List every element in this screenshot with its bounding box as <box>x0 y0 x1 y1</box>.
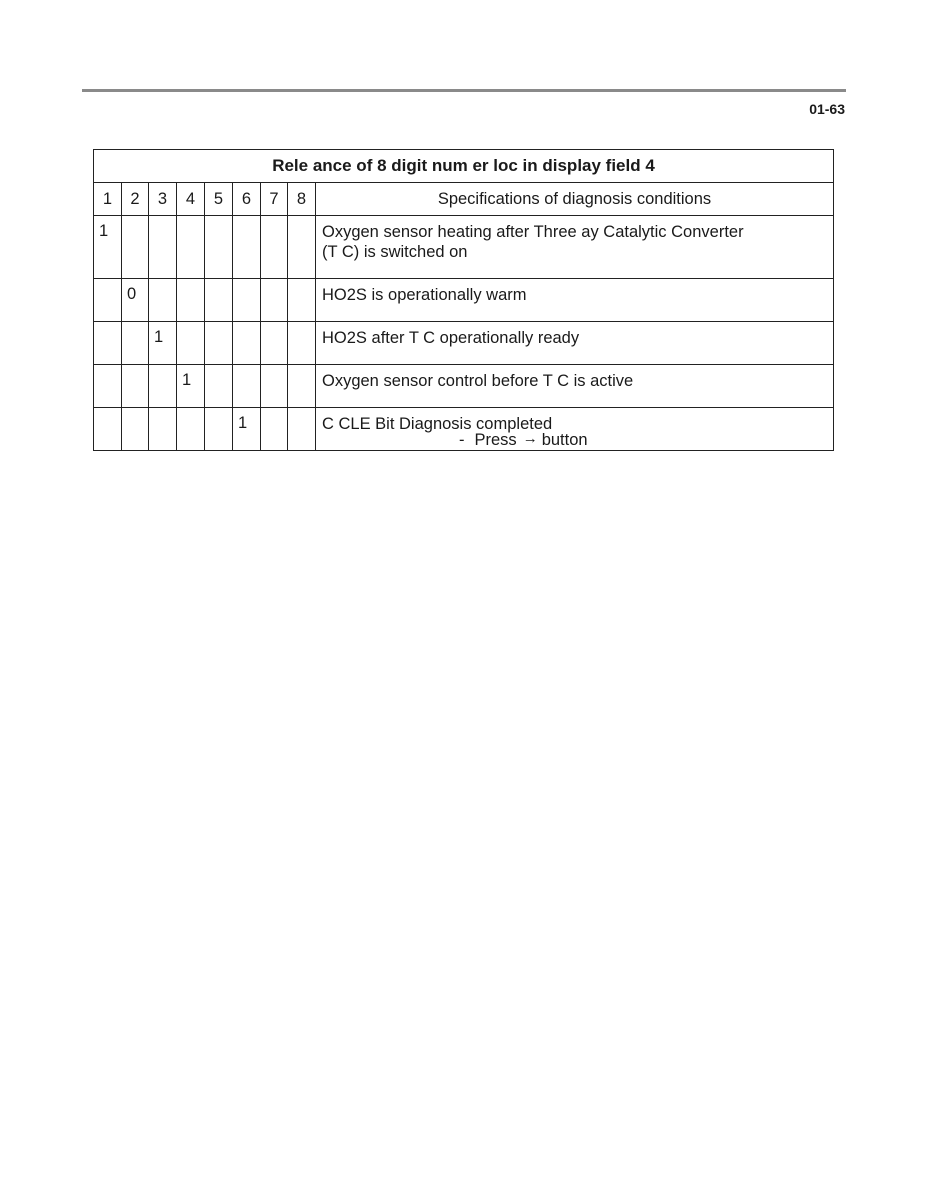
digit-cell <box>94 279 122 322</box>
digit-cell: 0 <box>122 279 149 322</box>
digit-cell <box>177 322 205 365</box>
digit-cell: 1 <box>233 408 261 451</box>
condition-description: HO2S after T C operationally ready <box>316 322 834 365</box>
digit-header: 7 <box>261 183 288 216</box>
digit-cell: 1 <box>94 216 122 279</box>
digit-cell <box>288 365 316 408</box>
digit-cell <box>261 322 288 365</box>
digit-cell <box>122 365 149 408</box>
digit-header: 3 <box>149 183 177 216</box>
digit-cell <box>205 322 233 365</box>
digit-cell <box>288 279 316 322</box>
digit-cell <box>122 216 149 279</box>
digit-cell <box>94 365 122 408</box>
digit-cell <box>261 365 288 408</box>
digit-cell <box>205 408 233 451</box>
digit-cell <box>177 408 205 451</box>
digit-header: 4 <box>177 183 205 216</box>
header-rule <box>82 89 846 92</box>
digit-cell <box>149 365 177 408</box>
spec-header: Specifications of diagnosis conditions <box>316 183 834 216</box>
table-row <box>94 365 834 408</box>
digit-header: 5 <box>205 183 233 216</box>
table-row <box>94 216 834 279</box>
press-label: Press <box>474 431 517 449</box>
digit-cell <box>288 408 316 451</box>
digit-cell <box>233 365 261 408</box>
digit-cell <box>122 408 149 451</box>
bullet-dash: - <box>459 431 465 449</box>
arrow-right-icon: → <box>522 430 538 447</box>
digit-header: 1 <box>94 183 122 216</box>
page-number: 01-63 <box>809 101 845 117</box>
digit-cell <box>261 408 288 451</box>
digit-cell <box>177 216 205 279</box>
digit-cell <box>205 216 233 279</box>
digit-cell <box>261 279 288 322</box>
digit-cell <box>233 322 261 365</box>
condition-description: Oxygen sensor control before T C is active <box>316 365 834 408</box>
diagnosis-table <box>93 149 834 451</box>
table-row <box>94 279 834 322</box>
digit-header: 8 <box>288 183 316 216</box>
digit-cell <box>233 279 261 322</box>
digit-cell <box>122 322 149 365</box>
digit-cell <box>177 279 205 322</box>
digit-cell: 1 <box>149 322 177 365</box>
condition-description <box>316 216 834 279</box>
digit-cell <box>149 408 177 451</box>
digit-cell <box>261 216 288 279</box>
digit-cell <box>149 279 177 322</box>
table-row <box>94 322 834 365</box>
digit-cell <box>149 216 177 279</box>
digit-cell: 1 <box>177 365 205 408</box>
condition-description-line: Oxygen sensor heating after Three ay Catalytic Converter <box>322 223 744 241</box>
condition-description: HO2S is operationally warm <box>316 279 834 322</box>
digit-cell <box>288 322 316 365</box>
digit-cell <box>205 365 233 408</box>
button-label: button <box>541 431 588 449</box>
table-title: Rele ance of 8 digit num er loc in display field 4 <box>94 150 834 183</box>
press-button-instruction <box>459 431 588 450</box>
digit-cell <box>94 408 122 451</box>
digit-header: 2 <box>122 183 149 216</box>
condition-description: C CLE Bit Diagnosis completed <box>316 408 834 451</box>
digit-cell <box>205 279 233 322</box>
digit-cell <box>94 322 122 365</box>
condition-description-line: (T C) is switched on <box>322 243 468 261</box>
digit-header-row <box>94 183 834 216</box>
digit-cell <box>233 216 261 279</box>
digit-cell <box>288 216 316 279</box>
digit-header: 6 <box>233 183 261 216</box>
